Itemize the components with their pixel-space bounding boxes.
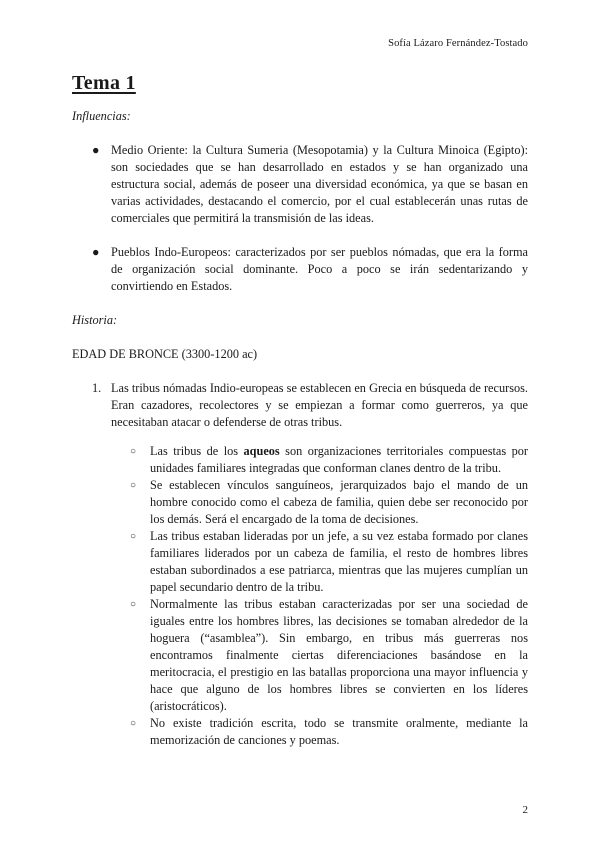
sub-item-text: Las tribus estaban lideradas por un jefe, a su vez estaba formado por clanes familiares liderados por un cabeza de familia, el resto de hombres libres estaban subordinados a ese patriarca, mientras que las mujeres cumplían un papel secundario dentro de la tribu.: [150, 529, 528, 594]
section-label-historia: Historia:: [72, 313, 118, 327]
page-number: 2: [522, 804, 528, 816]
bullet-icon: ●: [92, 143, 100, 157]
section-label-influencias: Influencias:: [72, 109, 131, 123]
sub-list-item: [72, 596, 528, 715]
bullet-icon: ●: [92, 245, 100, 259]
circle-bullet-icon: ○: [130, 446, 137, 457]
numbered-item-1: [72, 380, 528, 431]
document-body: [72, 108, 528, 749]
sub-list-item: [72, 477, 528, 528]
sub-item-text-pre: Las tribus de los: [150, 444, 244, 458]
sub-item-bold-term: aqueos: [243, 444, 280, 458]
circle-bullet-icon: ○: [130, 718, 137, 729]
numbered-item-text: Las tribus nómadas Indio-europeas se establecen en Grecia en búsqueda de recursos. Eran cazadores, recolectores y se empiezan a formar como guerreros, ya que necesitaban atacar o defenderse de otras tribus.: [111, 381, 528, 429]
sub-item-text: Se establecen vínculos sanguíneos, jerarquizados bajo el mando de un hombre conocido como el cabeza de familia, quien debe ser reconocido por los demás. Será el encargado de la toma de decisiones.: [150, 478, 528, 526]
list-item-text: Medio Oriente: la Cultura Sumeria (Mesopotamia) y la Cultura Minoica (Egipto): son sociedades que se han desarrollado en estados y se han organizado una estructura social, además de poseer una diversidad económica, ya que se basan en varias actividades, destacando el comercio, por el cual establecerán unas rutas de comerciales que permitirá la transmisión de las ideas.: [111, 143, 528, 225]
sub-list: [72, 443, 528, 749]
sub-list-item: [72, 528, 528, 596]
circle-bullet-icon: ○: [130, 599, 137, 610]
sub-item-text: Normalmente las tribus estaban caracterizadas por ser una sociedad de iguales entre los hombres libres, las decisiones se tomaban alrededor de la hoguera (“asamblea”). Sin embargo, en tribus más guerreras nos encontramos finalmente ciertas diferenciaciones basándose en la meritocracia, el prestigio en las batallas proporciona una mayor influencia y hace que alguno de los hombres libres se convierten en los líderes (aristocráticos).: [150, 597, 528, 713]
list-item-text: Pueblos Indo-Europeos: caracterizados por ser pueblos nómadas, que era la forma de organización social dominante. Poco a poco se irán sedentarizando y convirtiendo en Estados.: [111, 245, 528, 293]
influencias-list: [72, 142, 528, 295]
sub-list-item: [72, 715, 528, 749]
circle-bullet-icon: ○: [130, 531, 137, 542]
document-title: Tema 1: [72, 72, 136, 94]
page-header-author: Sofía Lázaro Fernández-Tostado: [388, 38, 528, 49]
circle-bullet-icon: ○: [130, 480, 137, 491]
list-number: 1.: [92, 381, 102, 395]
list-item-influencia-1: [72, 142, 528, 227]
list-item-influencia-2: [72, 244, 528, 295]
era-heading: EDAD DE BRONCE (3300-1200 ac): [72, 347, 258, 361]
sub-list-item: [72, 443, 528, 477]
sub-item-text: No existe tradición escrita, todo se transmite oralmente, mediante la memorización de canciones y poemas.: [150, 716, 528, 747]
sub-item-text-post: son organizaciones territoriales compuestas por unidades familiares integradas que conforman clanes dentro de la tribu.: [150, 444, 528, 475]
